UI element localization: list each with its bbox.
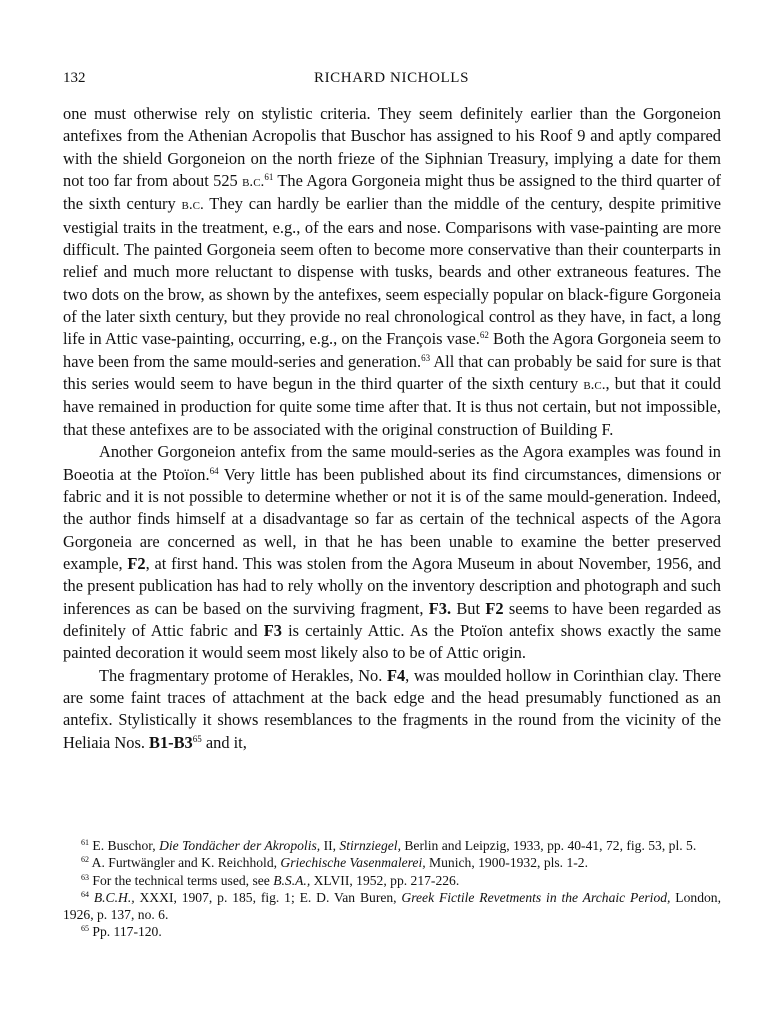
footnote-62: $^{62}$ A. Furtwängler and K. Reichhold, Griechische Vasenmalerei, Munich, 1900-1932, pls. 1-2. bbox=[81, 855, 589, 871]
running-head-author: RICHARD NICHOLLS bbox=[313, 70, 470, 86]
bc-abbr: b.c. bbox=[181, 197, 204, 214]
footnotes bbox=[63, 837, 721, 941]
paragraph-2: Another Gorgoneion antefix from the same mould-series as the Agora examples was found in Boeotia at the Ptoïon.$^{64}$ Very little has been published about its find circumstances, dimensions or fabric and it is not possible to determine whether or not it is of the same mould-generation. Indeed, the author finds himself at a disadvantage so far as certain of the technical aspects of the Agora Gorgoneia are concerned as well, in that he has been unable to examine the better preserved example, F2, at first hand. This was stolen from the Agora Museum in about November, 1956, and the present publication has had to rely wholly on the inventory description and photograph and such inferences as can be based on the surviving fragment, F3. But F2 seems to have been regarded as definitely of Attic fabric and F3 is certainly Attic. As the Ptoïon antefix shows exactly the same painted decoration it would seem most likely also to be of Attic origin. bbox=[63, 442, 722, 663]
catalogue-ref-f3: F3. bbox=[428, 598, 452, 618]
bc-abbr: b.c. bbox=[242, 174, 265, 191]
footnote-ref-63: 63 bbox=[421, 352, 431, 363]
footnote-ref-64: 64 bbox=[209, 465, 219, 476]
footnote-ref-61: 61 bbox=[264, 172, 274, 183]
page-number: 132 bbox=[63, 70, 86, 86]
footnote-64: $^{64}$ B.C.H., XXXI, 1907, p. 185, fig. 1; E. D. Van Buren, Greek Fictile Revetments in the Archaic Period, London, 1926, p. 137, no. 6. bbox=[63, 889, 721, 923]
catalogue-ref-f2: F2 bbox=[485, 598, 504, 618]
catalogue-ref-b1-b3: B1-B3 bbox=[149, 732, 193, 752]
footnote-63: $^{63}$ For the technical terms used, see B.S.A., XLVII, 1952, pp. 217-226. bbox=[81, 872, 460, 888]
paragraph-1: one must otherwise rely on stylistic criteria. They seem definitely earlier than the Gorgoneion antefixes from the Athenian Acropolis that Buschor has assigned to his Roof 9 and aptly compared with the shield Gorgoneion on the north frieze of the Siphnian Treasury, implying a date for them not too far from about 525 b.c.$^{61}$ The Agora Gorgoneia might thus be assigned to the third quarter of the sixth century b.c. They can hardly be earlier than the middle of the century, despite primitive vestigial traits in the treatment, e.g., of the ears and nose. Comparisons with vase-painting are more difficult. The painted Gorgoneia seem often to become more conservative than their counterparts in relief and much more reluctant to dispense with tusks, beards and other extraneous features. The two dots on the brow, as shown by the antefixes, seem especially popular on black-figure Gorgoneia of the later sixth century, but they provide no real chronological control as they have, in fact, a long life in Attic vase-painting, occurring, e.g., on the François vase.$^{62}$ Both the Agora Gorgoneia seem to have been from the same mould-series and generation.$^{63}$ All that can probably be said for sure is that this series would seem to have begun in the third quarter of the sixth century b.c., but that it could have remained in production for quite some time after that. It is thus not certain, but not impossible, that these antefixes are to be associated with the original construction of Building F. bbox=[63, 104, 722, 439]
catalogue-ref-f2: F2 bbox=[127, 553, 146, 573]
catalogue-ref-f3: F3 bbox=[263, 620, 282, 640]
footnote-ref-62: 62 bbox=[479, 330, 489, 341]
running-header bbox=[63, 70, 720, 90]
paragraph-3: The fragmentary protome of Herakles, No. F4, was moulded hollow in Corinthian clay. There are some faint traces of attachment at the back edge and the head presumably functioned as an antefix. Stylistically it shows resemblances to the fragments in the round from the vicinity of the Heliaia Nos. $B1-B3^{65}$ and it, bbox=[63, 665, 721, 752]
footnote-61: $^{61}$ E. Buschor, Die Tondächer der Akropolis, II, Stirnziegel, Berlin and Leipzig, 1933, pp. 40-41, 72, fig. 53, pl. 5. bbox=[81, 838, 697, 853]
bc-abbr: b.c. bbox=[583, 377, 606, 394]
footnote-ref-65: 65 bbox=[192, 733, 202, 744]
footnote-65: $^{65}$ Pp. 117-120. bbox=[81, 924, 162, 940]
catalogue-ref-f4: F4 bbox=[386, 665, 406, 685]
body-text bbox=[63, 103, 721, 754]
